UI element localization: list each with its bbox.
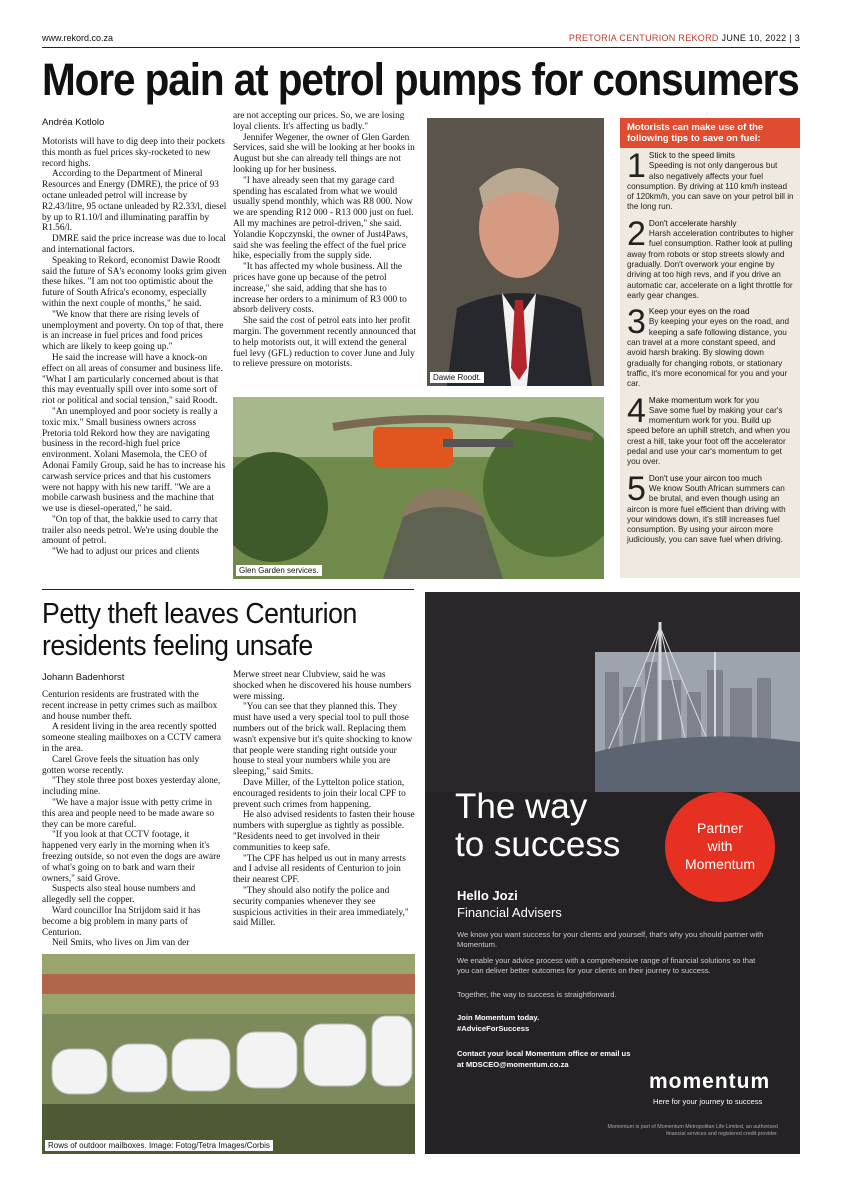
article1-column2: [233, 111, 419, 370]
caption-mailboxes: Rows of outdoor mailboxes. Image: Fotog/Tetra Images/Corbis: [45, 1140, 273, 1151]
tip-title: Make momentum work for you: [648, 395, 760, 405]
headline-petty-theft: Petty theft leaves Centurion residents feeling unsafe: [42, 598, 357, 662]
photo-mailboxes: [42, 954, 415, 1154]
partner-badge-line2: with: [707, 838, 733, 854]
paragraph: He also advised residents to fasten their house numbers with superglue as tightly as possible. "Residents need to get involved in their communities to keep safe.: [233, 810, 415, 853]
tip-number: 5: [627, 469, 646, 508]
paragraph: Dave Miller, of the Lyttelton police station, encouraged residents to join their local CPF to prevent such crimes from happening.: [233, 777, 406, 810]
caption-dawie-roodt: Dawie Roodt.: [430, 372, 484, 383]
paragraph: "We have a major issue with petty crime in this area and people need to be made aware so they can be more careful.: [42, 797, 215, 830]
article1-column1: [42, 137, 227, 558]
tip-item: [620, 304, 800, 392]
paragraph: "An unemployed and poor society is really a toxic mix." Small business owners across Pretoria told Rekord how they are navigating business in the record-high fuel price environment. Xolani Masemola, the CEO of Adonai Family Group, said he has to increase his carwash service prices and that his customers were not happy with his new tariff. "We are a mobile carwash business and the machine that we use is diesel-operated," he said.: [42, 406, 226, 515]
paragraph: "If you look at that CCTV footage, it happened very early in the morning when it's freezing outside, so not even the dogs are aware of what's going on to bark and warn their owners," said Grove.: [42, 830, 221, 884]
paragraph: "You can see that they planned this. They must have used a very special tool to pull those numbers out of the brick wall. Replacing them wasn't expensive but it's quite shocking to know that people were standing right outside your house to steal your numbers while you are sleeping," said Smits.: [233, 702, 413, 778]
paragraph: "The CPF has helped us out in many arrests and I advise all residents of Centurion to join their nearest CPF.: [233, 853, 406, 886]
publication-name: PRETORIA CENTURION REKORD: [568, 33, 719, 43]
tip-item: [620, 393, 800, 471]
portrait-illustration: [427, 118, 604, 386]
tips-heading: Motorists can make use of the following tips to save on fuel:: [620, 118, 800, 148]
ad-contact-line1: Contact your local Momentum office or email us: [457, 1049, 631, 1058]
ad-body-2: We enable your advice process with a comprehensive range of financial solutions so that you can deliver better outcomes for your clients on their journey to success.: [457, 956, 756, 975]
paragraph: Merwe street near Clubview, said he was shocked when he discovered his house numbers were missing.: [233, 670, 412, 702]
paragraph: He said the increase will have a knock-on effect on all areas of consumer and business life. "What I am particularly concerned about is that this may eventually spill over into some sort of riot or political and social tension," said Roodt.: [42, 352, 223, 407]
tip-text: We know South African summers can be brutal, and even though using an aircon is more fuel efficient than driving with your windows down, it's still increases fuel consumption. By using your aircon more judiciously, you can save fuel when driving.: [627, 483, 786, 545]
partner-badge-line1: Partner: [697, 820, 743, 836]
paragraph: are not accepting our prices. So, we are losing loyal clients. It's affecting us badly.": [233, 111, 405, 132]
ad-tagline: Here for your journey to success: [653, 1097, 763, 1106]
garden-illustration: [233, 397, 604, 579]
caption-glen-garden: Glen Garden services.: [236, 565, 322, 576]
ad-body-3: Together, the way to success is straightforward.: [457, 990, 617, 999]
paragraph: "On top of that, the bakkie used to carry that trailer also needs petrol. We're using double the amount of petrol.: [42, 514, 219, 547]
paragraph: A resident living in the area recently spotted someone stealing mailboxes on a CCTV camera in the area.: [42, 722, 222, 754]
tip-item: [620, 216, 800, 304]
partner-badge-line3: Momentum: [684, 856, 756, 872]
tip-number: 3: [627, 303, 646, 342]
tip-text: Harsh acceleration contributes to higher fuel consumption. Rather look at pulling away from robots or stop streets slowly and gradually. Don't overwork your engine by driving at too high revs, and if you drive an automatic car, accelerate on a light throttle for early gear changes.: [627, 229, 794, 300]
tip-item: [620, 148, 800, 216]
paragraph: According to the Department of Mineral Resources and Energy (DMRE), the price of 93 octane unleaded petrol will increase by R2.43/litre, 95 octane unleaded by R2.33/l, diesel by up to R1.10/l and illuminating paraffin by R1.56/l.: [42, 169, 227, 234]
site-url[interactable]: www.rekord.co.za: [42, 33, 114, 43]
publication-info: [569, 33, 800, 43]
ad-contact-email[interactable]: at MDSCEO@momentum.co.za: [457, 1060, 569, 1069]
ad-contact: [457, 1048, 757, 1070]
ad-join: [457, 1012, 757, 1034]
paragraph: Neil Smits, who lives on Jim van der: [52, 938, 190, 949]
momentum-logo: momentum: [649, 1070, 771, 1093]
article2-column2: [233, 670, 415, 929]
page-header: [42, 30, 800, 48]
paragraph: Suspects also steal house numbers and allegedly sell the copper.: [42, 884, 196, 906]
ad-body-1: We know you want success for your clients and yourself, that's why you should partner with Momentum.: [457, 930, 764, 949]
tip-item: [620, 471, 800, 549]
paragraph: "It has affected my whole business. All the prices have gone up because of the petrol increase," she said, adding that she has to increase her orders to a minimum of R3 000 to absorb delivery costs.: [233, 262, 407, 316]
paragraph: She said the cost of petrol eats into her profit margin. The government recently announced that to help motorists out, it will extend the general fuel levy (GFL) reduction to cover June and July to relieve pressure on motorists.: [233, 316, 416, 370]
mailboxes-illustration: [42, 954, 415, 1154]
ad-legal: Momentum is part of Momentum Metropolitan Life Limited, an authorised financial services and registered credit provider.: [607, 1124, 778, 1137]
paragraph: "They should also notify the police and security companies whenever they see suspicious activities in their area immediately," said Miller.: [233, 885, 409, 929]
tip-title: Keep your eyes on the road: [648, 307, 750, 317]
photo-glen-garden: [233, 397, 604, 579]
paragraph: "I have already seen that my garage card spending has escalated from what we would usually spend monthly, which was R8 000. Now we are spending R12 000 - R13 000 just on fuel. All my machines are petrol-driven," she said. Yolandie Kopczynski, the owner of Just4Paws, said she was feeling the effect of the fuel price hike, especially from the supply side.: [233, 175, 414, 262]
paragraph: Ward councillor Ina Strijdom said it has become a big problem in many parts of Centurion.: [42, 905, 201, 938]
tip-number: 4: [627, 391, 646, 430]
date-page: JUNE 10, 2022 | 3: [721, 33, 800, 43]
paragraph: "They stole three post boxes yesterday alone, including mine.: [42, 776, 221, 798]
paragraph: Motorists will have to dig deep into their pockets this month as fuel prices sky-rocketed to new record highs.: [42, 137, 225, 169]
ad-hashtag[interactable]: #AdviceForSuccess: [457, 1024, 530, 1033]
tip-text: Save some fuel by making your car's momentum work for you. Build up speed before an uphill stretch, and when you crest a hill, take your foot off the accelerator pedal and use your car's momentum to get you over.: [627, 405, 790, 467]
ad-headline-line2: to success: [455, 825, 621, 864]
ad-greeting: Hello Jozi: [457, 888, 518, 903]
photo-dawie-roodt: [427, 118, 604, 386]
tip-title: Don't use your aircon too much: [648, 473, 762, 483]
tip-text: By keeping your eyes on the road, and keeping a safe following distance, you can travel at a more constant speed, and avoid harsh braking. By slowing down gradually for changing robots, or stationary traffic, it's more economical for you and your car.: [627, 317, 790, 389]
tip-number: 2: [627, 214, 646, 253]
paragraph: DMRE said the price increase was due to local and international factors.: [42, 234, 226, 255]
byline-article2: Johann Badenhorst: [42, 672, 125, 683]
partner-badge[interactable]: [665, 792, 775, 902]
paragraph: "We had to adjust our prices and clients: [52, 547, 200, 558]
tip-title: Stick to the speed limits: [648, 151, 735, 160]
fuel-tips-box: [620, 118, 800, 578]
momentum-advert[interactable]: [425, 592, 800, 1154]
paragraph: Carel Grove feels the situation has only gotten worse recently.: [42, 754, 200, 776]
ad-audience: Financial Advisers: [457, 905, 562, 920]
tips-list: [620, 148, 800, 549]
tip-number: 1: [627, 147, 646, 185]
section-divider: [42, 589, 414, 590]
paragraph: Jennifer Wegener, the owner of Glen Garden Services, said she will be looking at her books in August but she can already tell things are not looking up for her business.: [233, 132, 415, 175]
city-skyline-image: [425, 592, 800, 792]
ad-headline-line1: The way: [455, 787, 588, 826]
tip-title: Don't accelerate harshly: [648, 218, 737, 228]
byline-article1: Andréa Kotlolo: [42, 117, 105, 128]
paragraph: Speaking to Rekord, economist Dawie Roodt said the future of SA's economy looks grim given these hikes. "I am not too optimistic about the future of South Africa's economy, especially within the next couple of months," he said.: [42, 255, 227, 309]
ad-headline: [455, 788, 620, 864]
tip-text: Speeding is not only dangerous but also negatively affects your fuel consumption. By driving at 110 km/h instead of 120km/h, you can save on your petrol bill in the long run.: [627, 161, 794, 212]
ad-join-line1: Join Momentum today.: [457, 1013, 540, 1022]
headline-petrol: More pain at petrol pumps for consumers: [42, 54, 799, 105]
paragraph: "We know that there are rising levels of unemployment and poverty. On top of that, there is an increase in fuel prices and food prices which are likely to keep going up.": [42, 309, 224, 353]
paragraph: Centurion residents are frustrated with the recent increase in petty crimes such as mailbox and house number theft.: [42, 690, 218, 722]
article2-column1: [42, 690, 222, 949]
